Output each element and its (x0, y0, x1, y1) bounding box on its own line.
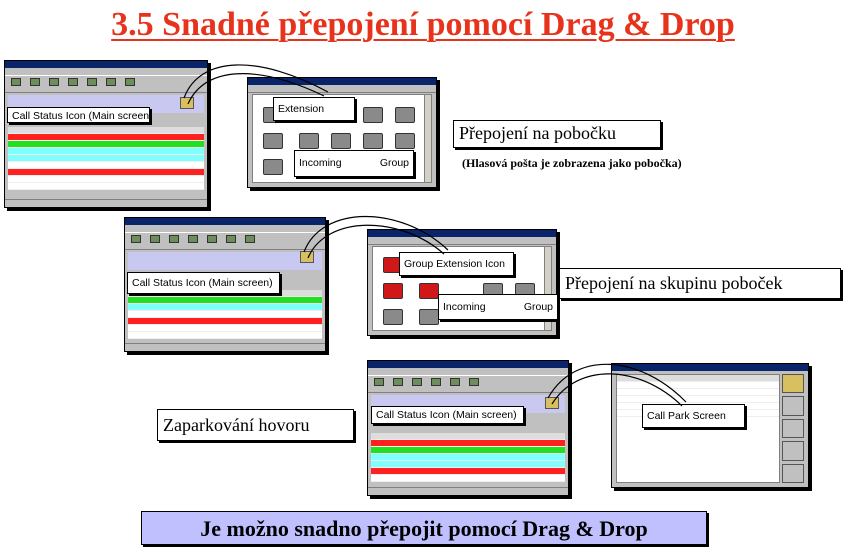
window-titlebar (612, 364, 808, 371)
toolbar-button[interactable] (371, 378, 387, 391)
callout-call-status-3: Call Status Icon (Main screen) (371, 406, 524, 424)
caption-call-park: Zaparkování hovoru (157, 409, 354, 441)
extension-phone-icon[interactable] (363, 107, 383, 123)
toolbar-button[interactable] (27, 78, 43, 91)
toolbar-button[interactable] (128, 235, 144, 248)
toolbar-button[interactable] (84, 78, 100, 91)
status-bar (368, 487, 568, 495)
table-row[interactable] (371, 468, 565, 475)
table-row[interactable] (617, 389, 779, 396)
toolbar-button[interactable] (242, 235, 258, 248)
status-bar (5, 199, 207, 207)
call-table (128, 290, 322, 339)
window-titlebar (248, 78, 436, 85)
extension-phone-icon[interactable] (395, 133, 415, 149)
table-header (617, 375, 779, 382)
toolbar (125, 232, 325, 250)
toolbar-button[interactable] (166, 235, 182, 248)
toolbar-button[interactable] (204, 235, 220, 248)
side-button[interactable] (782, 396, 804, 415)
caption-transfer-group: Přepojení na skupinu poboček (559, 268, 841, 299)
call-status-icon[interactable] (545, 397, 559, 409)
table-row[interactable] (371, 461, 565, 468)
table-row[interactable] (8, 176, 204, 183)
table-row[interactable] (8, 141, 204, 148)
group-phone-icon[interactable] (383, 283, 403, 299)
callout-call-status-2: Call Status Icon (Main screen) (127, 272, 280, 294)
table-row[interactable] (128, 304, 322, 311)
toolbar-button[interactable] (46, 78, 62, 91)
window-titlebar (368, 230, 556, 237)
table-row[interactable] (371, 447, 565, 454)
toolbar-button[interactable] (65, 78, 81, 91)
extension-phone-icon[interactable] (363, 133, 383, 149)
tab-strip[interactable] (368, 237, 556, 245)
table-row[interactable] (128, 325, 322, 332)
side-button[interactable] (782, 419, 804, 438)
group-phone-icon[interactable] (383, 309, 403, 325)
table-row[interactable] (8, 162, 204, 169)
call-park-list (616, 374, 780, 483)
table-row[interactable] (128, 311, 322, 318)
window-titlebar (125, 218, 325, 225)
callout-group-label: Group (379, 157, 409, 169)
side-button[interactable] (782, 374, 804, 393)
toolbar-button[interactable] (390, 378, 406, 391)
caption-transfer-extension: Přepojení na pobočku (453, 120, 661, 148)
toolbar-button[interactable] (409, 378, 425, 391)
call-status-icon[interactable] (300, 251, 314, 263)
scrollbar[interactable] (424, 95, 431, 182)
main-window-1 (4, 60, 208, 208)
status-bar (125, 343, 325, 351)
table-row[interactable] (8, 148, 204, 155)
window-titlebar (368, 361, 568, 368)
table-row[interactable] (128, 332, 322, 339)
toolbar (5, 75, 207, 93)
toolbar-button[interactable] (147, 235, 163, 248)
callout-call-park: Call Park Screen (642, 404, 745, 428)
toolbar-button[interactable] (122, 78, 138, 91)
toolbar-button[interactable] (428, 378, 444, 391)
callout-incoming-label: Incoming (443, 301, 486, 313)
extension-phone-icon[interactable] (299, 133, 319, 149)
group-phone-icon[interactable] (419, 283, 439, 299)
callout-incoming-group-2 (438, 294, 558, 320)
table-row[interactable] (128, 297, 322, 304)
call-park-side-buttons (782, 374, 804, 483)
table-row[interactable] (617, 396, 779, 403)
callout-group-label: Group (523, 301, 553, 313)
page-title: 3.5 Snadné přepojení pomocí Drag & Drop (111, 6, 735, 43)
toolbar-button[interactable] (447, 378, 463, 391)
extension-phone-icon[interactable] (331, 133, 351, 149)
call-table (8, 127, 204, 190)
toolbar-button[interactable] (103, 78, 119, 91)
table-row[interactable] (8, 183, 204, 190)
extension-phone-icon[interactable] (263, 133, 283, 149)
menu-bar[interactable] (5, 68, 207, 75)
callout-extension: Extension (273, 97, 355, 121)
tab-strip[interactable] (248, 85, 436, 93)
status-info-panel (128, 252, 322, 270)
extension-phone-icon[interactable] (263, 159, 283, 175)
table-row[interactable] (371, 440, 565, 447)
callout-incoming-label: Incoming (299, 157, 342, 169)
menu-bar[interactable] (368, 368, 568, 375)
table-header (8, 127, 204, 134)
main-window-3 (367, 360, 569, 496)
table-row[interactable] (128, 318, 322, 325)
voicemail-note: (Hlasová pošta je zobrazena jako pobočka) (462, 156, 682, 170)
callout-group-extension: Group Extension Icon (399, 252, 514, 276)
table-row[interactable] (8, 169, 204, 176)
call-status-icon[interactable] (180, 97, 194, 109)
side-button[interactable] (782, 441, 804, 460)
callout-incoming-group-1 (294, 150, 414, 177)
table-row[interactable] (8, 134, 204, 141)
toolbar-button[interactable] (223, 235, 239, 248)
table-header (371, 433, 565, 440)
footer-banner: Je možno snadno přepojit pomocí Drag & Drop (141, 511, 707, 545)
group-phone-icon[interactable] (419, 309, 439, 325)
table-row[interactable] (617, 382, 779, 389)
toolbar-button[interactable] (8, 78, 24, 91)
callout-call-status-1: Call Status Icon (Main screen) (7, 107, 150, 123)
call-table (371, 433, 565, 482)
table-row[interactable] (8, 155, 204, 162)
window-titlebar (5, 61, 207, 68)
toolbar (368, 375, 568, 393)
toolbar-button[interactable] (185, 235, 201, 248)
side-button[interactable] (782, 464, 804, 483)
toolbar-button[interactable] (466, 378, 482, 391)
table-row[interactable] (371, 475, 565, 482)
menu-bar[interactable] (125, 225, 325, 232)
table-row[interactable] (371, 454, 565, 461)
extension-phone-icon[interactable] (395, 107, 415, 123)
